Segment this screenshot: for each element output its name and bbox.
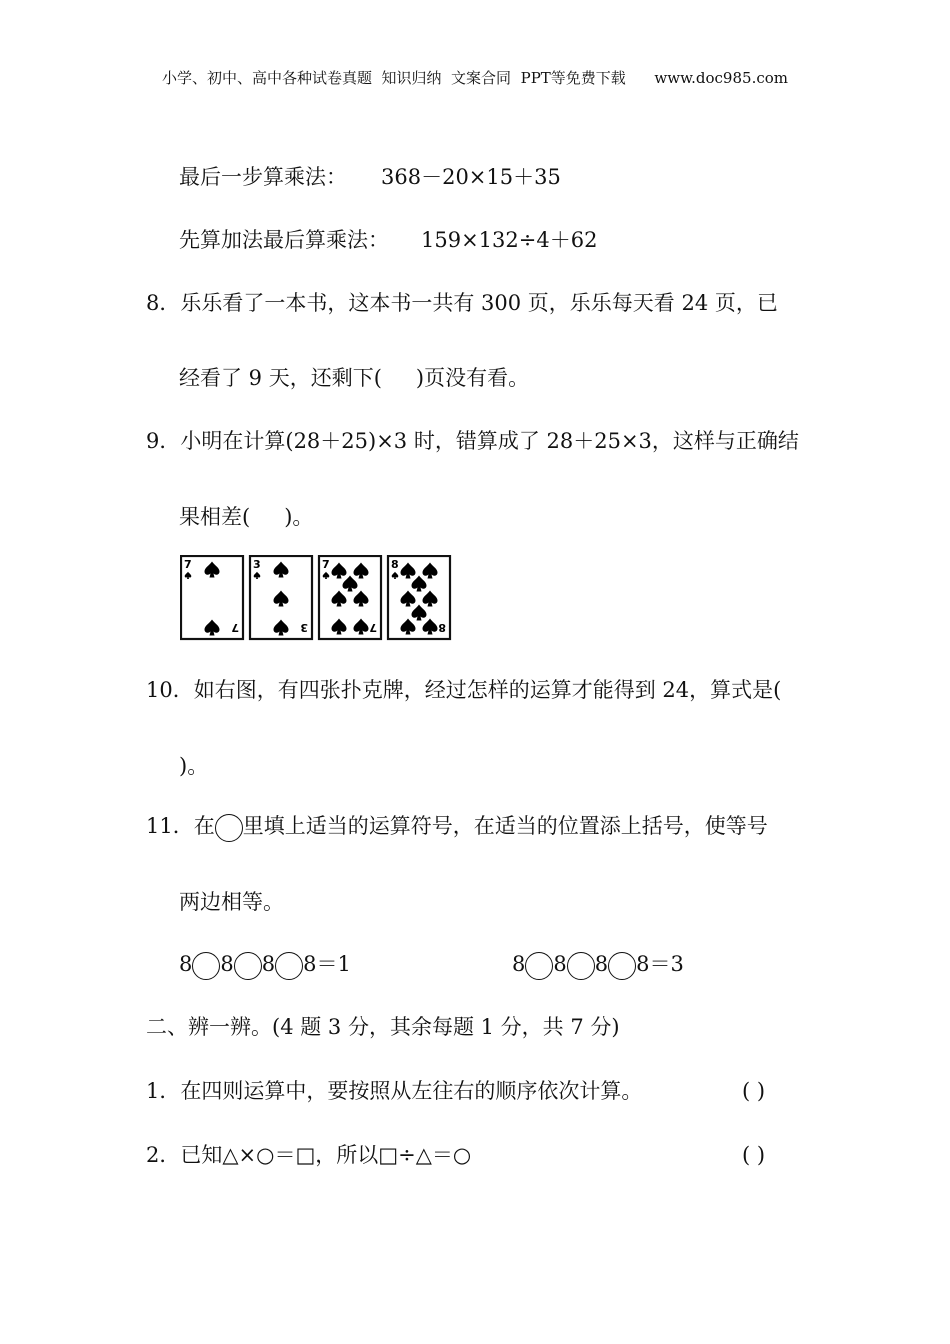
- q8-text: 乐乐看了一本书，这本书一共有 300 页，乐乐每天看 24 页，已: [180, 291, 778, 315]
- q11-text-before-circle: 在: [193, 814, 215, 838]
- q10-text-close: )。: [179, 754, 209, 778]
- q11-equation-2: [512, 950, 684, 980]
- q10-text: 如右图，有四张扑克牌，经过怎样的运算才能得到 24，算式是(: [193, 678, 782, 702]
- eq1-num3: 8: [261, 952, 276, 976]
- card3-rank-top: 7: [322, 558, 330, 571]
- eq1-num1: 8: [179, 952, 193, 976]
- card1-rank-bottom: 7: [231, 621, 239, 634]
- q9-text-after-blank: )。: [284, 505, 314, 529]
- q7-line1-label: 最后一步算乘法：: [179, 165, 347, 189]
- item2-text: 已知△×○＝□，所以□÷△＝○: [180, 1143, 472, 1167]
- q10-line2: [179, 752, 208, 780]
- page-header: 小学、初中、高中各种试卷真题 知识归纳 文案合同 PPT等免费下载 www.doc985.com: [161, 69, 788, 87]
- section2-item-1: [146, 1077, 642, 1105]
- q9-text-before-blank: 果相差(: [179, 505, 251, 529]
- eq2-operator-circle-2[interactable]: [567, 952, 595, 980]
- card1-rank-top: 7: [184, 558, 192, 571]
- q10-number: 10．: [146, 678, 194, 702]
- q8-text-before-blank: 经看了 9 天，还剩下(: [179, 366, 382, 390]
- q7-line1-expression: 368－20×15＋35: [381, 165, 561, 189]
- playing-card-7-spades: [181, 556, 243, 639]
- playing-card-8-spades: [388, 556, 450, 639]
- eq2-rhs: ＝3: [649, 952, 684, 976]
- q11-line1: [146, 812, 768, 842]
- q11-equation-1: [179, 950, 351, 980]
- eq1-rhs: ＝1: [316, 952, 351, 976]
- q9-text: 小明在计算(28＋25)×3 时，错算成了 28＋25×3，这样与正确结: [180, 429, 799, 453]
- playing-card-3-spades: [250, 556, 312, 639]
- section2-title: 二、辨一辨。(4 题 3 分，其余每题 1 分，共 7 分): [146, 1015, 620, 1039]
- item1-answer-parens[interactable]: ( ): [742, 1079, 766, 1103]
- q11-line2: [179, 888, 284, 916]
- playing-card-7-spades-second: [319, 556, 381, 639]
- q8-line2: [179, 364, 529, 392]
- q7-line2: [179, 226, 597, 254]
- q8-number: 8．: [146, 291, 181, 315]
- card2-rank-bottom: 3: [300, 621, 308, 634]
- q11-number: 11．: [146, 814, 194, 838]
- item2-answer-parens[interactable]: ( ): [742, 1143, 766, 1167]
- item1-text: 在四则运算中，要按照从左往右的顺序依次计算。: [180, 1079, 643, 1103]
- eq1-operator-circle-2[interactable]: [234, 952, 262, 980]
- q11-text-line2: 两边相等。: [179, 890, 284, 914]
- q11-circle-icon: [215, 814, 243, 842]
- card4-rank-bottom: 8: [438, 621, 446, 634]
- eq1-num2: 8: [220, 952, 234, 976]
- q8-text-after-blank: )页没有看。: [415, 366, 530, 390]
- q9-line1: [146, 427, 799, 455]
- q7-line2-label: 先算加法最后算乘法：: [179, 228, 389, 252]
- q11-text-after-circle: 里填上适当的运算符号，在适当的位置添上括号，使等号: [242, 814, 768, 838]
- eq2-num3: 8: [594, 952, 609, 976]
- eq1-num4: 8: [303, 952, 317, 976]
- section2-item-2: [146, 1141, 471, 1169]
- eq2-operator-circle-3[interactable]: [608, 952, 636, 980]
- q9-number: 9．: [146, 429, 181, 453]
- eq1-operator-circle-3[interactable]: [275, 952, 303, 980]
- q7-line2-expression: 159×132÷4＋62: [421, 228, 598, 252]
- card4-rank-top: 8: [391, 558, 399, 571]
- q8-line1: [146, 289, 778, 317]
- eq2-operator-circle-1[interactable]: [525, 952, 553, 980]
- item1-number: 1．: [146, 1079, 181, 1103]
- item2-number: 2．: [146, 1143, 181, 1167]
- eq2-num4: 8: [636, 952, 650, 976]
- eq1-operator-circle-1[interactable]: [192, 952, 220, 980]
- q9-line2: [179, 503, 313, 531]
- eq2-num1: 8: [512, 952, 526, 976]
- card3-rank-bottom: 7: [369, 621, 377, 634]
- q10-line1: [146, 676, 781, 704]
- eq2-num2: 8: [553, 952, 567, 976]
- q7-line1: [179, 163, 561, 191]
- playing-cards-figure: [180, 555, 455, 641]
- card2-rank-top: 3: [253, 558, 261, 571]
